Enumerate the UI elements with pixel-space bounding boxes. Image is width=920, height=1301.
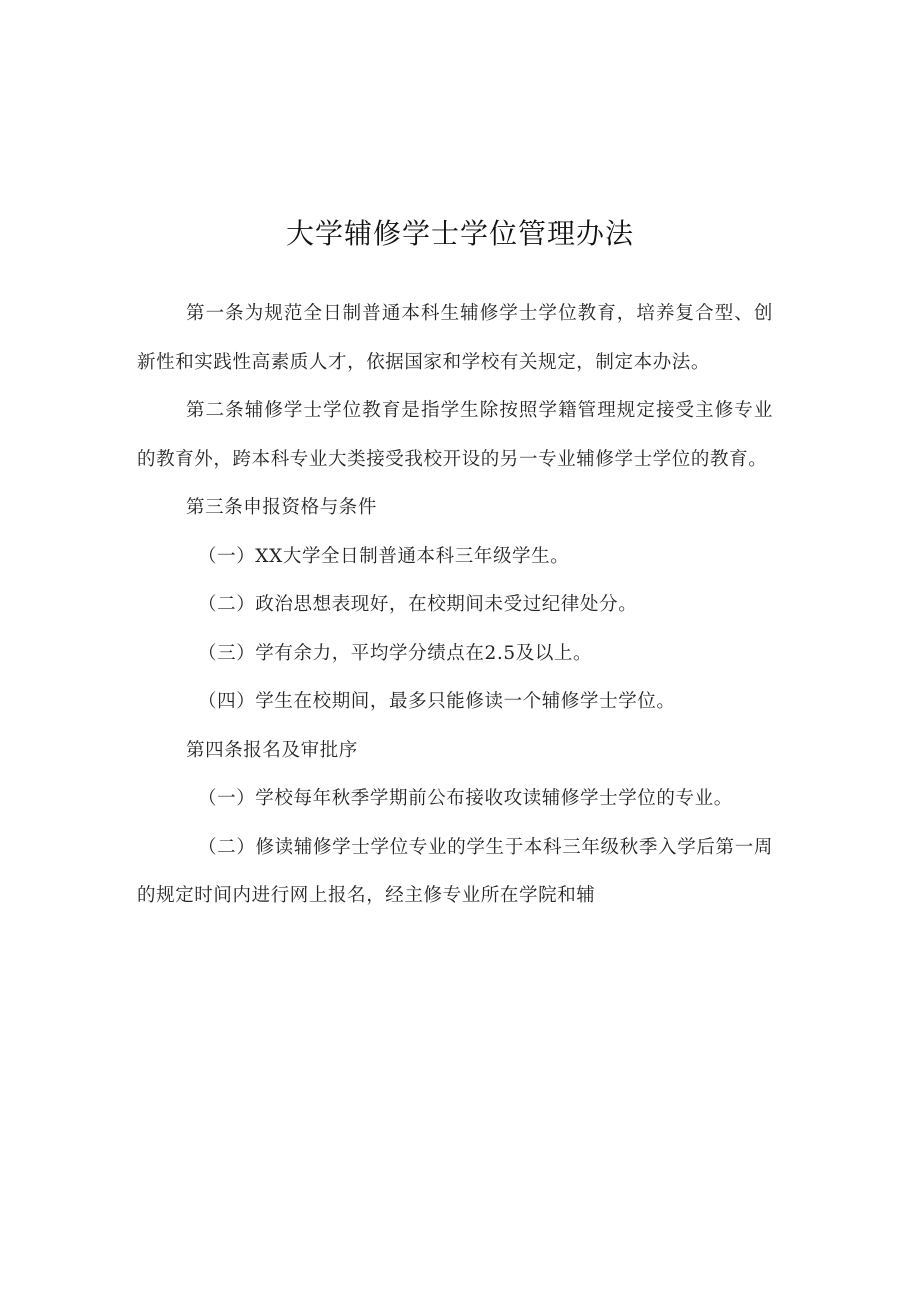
document-title: 大学辅修学士学位管理办法 [285, 217, 634, 250]
article-3-item-1: （一）XX大学全日制普通本科三年级学生。 [198, 545, 570, 567]
article-2-paragraph: 第二条辅修学士学位教育是指学生除按照学籍管理规定接受主修专业的教育外，跨本科专业大类接受我校开设的另一专业辅修学士学位的教育。 [137, 400, 773, 470]
article-4-item-2: （二）修读辅修学士学位专业的学生于本科三年级秋季入学后第一周的规定时间内进行网上报名，经主修专业所在学院和辅 [137, 836, 773, 906]
article-3-item-4: （四）学生在校期间，最多只能修读一个辅修学士学位。 [198, 691, 676, 712]
article-3-heading: 第三条申报资格与条件 [186, 497, 378, 518]
article-4-heading: 第四条报名及审批序 [186, 739, 358, 761]
article-3-item-3: （三）学有余力，平均学分绩点在2.5及以上。 [198, 642, 593, 664]
document-body [137, 290, 773, 921]
article-4-item-1: （一）学校每年秋季学期前公布接收攻读辅修学士学位的专业。 [198, 788, 733, 809]
article-3-item-2: （二）政治思想表现好，在校期间未受过纪律处分。 [198, 594, 638, 615]
article-1-paragraph: 第一条为规范全日制普通本科生辅修学士学位教育，培养复合型、创新性和实践性高素质人才，依据国家和学校有关规定，制定本办法。 [137, 303, 773, 373]
